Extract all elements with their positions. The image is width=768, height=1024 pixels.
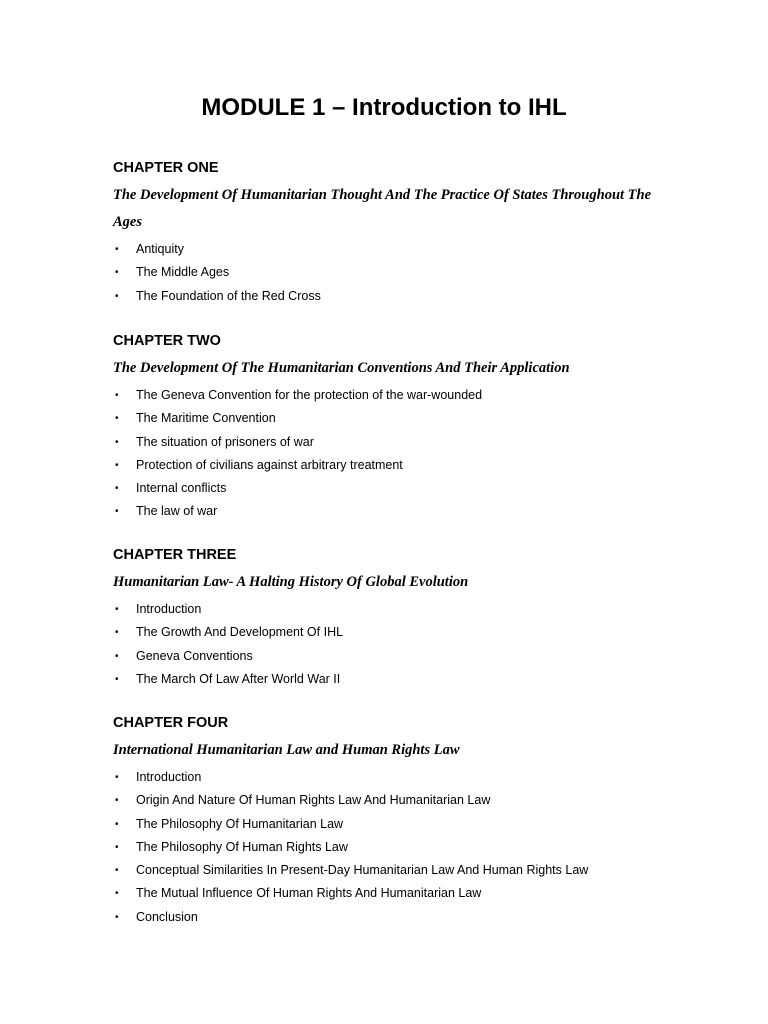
bullet-icon: •	[115, 390, 119, 401]
list-item	[113, 813, 673, 836]
list-item	[113, 477, 673, 500]
bullet-icon: •	[115, 795, 119, 807]
bullet-icon: •	[115, 436, 119, 448]
list-item-text: Geneva Conventions	[136, 648, 253, 663]
chapter-subtitle: The Development Of The Humanitarian Conventions And Their Application	[113, 360, 570, 376]
list-item	[113, 882, 673, 905]
list-item-text: The March Of Law After World War II	[136, 671, 341, 686]
list-item-text: Internal conflicts	[136, 481, 227, 496]
bullet-icon: •	[115, 290, 119, 302]
chapter-topic-list	[113, 766, 673, 929]
chapter-three-section	[113, 545, 673, 691]
list-item	[113, 766, 673, 789]
bullet-icon: •	[115, 604, 119, 615]
bullet-icon: •	[115, 483, 119, 495]
chapter-topic-list	[113, 384, 673, 524]
bullet-icon: •	[115, 911, 119, 923]
list-item	[113, 906, 673, 929]
bullet-icon: •	[115, 818, 119, 830]
list-item-text: The Maritime Convention	[136, 411, 276, 426]
chapter-subtitle: Humanitarian Law- A Halting History Of Global Evolution	[113, 574, 469, 590]
chapter-four-section	[113, 713, 673, 929]
list-item	[113, 285, 673, 308]
bullet-icon: •	[115, 772, 119, 783]
list-item	[113, 500, 673, 523]
chapter-subtitle: The Development Of Humanitarian Thought And The Practice Of States Throughout The Ages	[113, 187, 652, 230]
chapter-heading: CHAPTER ONE	[113, 160, 219, 176]
bullet-icon: •	[115, 459, 119, 471]
list-item	[113, 454, 673, 477]
list-item-text: Antiquity	[136, 242, 184, 256]
list-item-text: Conclusion	[136, 909, 198, 924]
list-item-text: The Geneva Convention for the protection of the war-wounded	[136, 388, 483, 402]
list-item-text: The Middle Ages	[136, 265, 230, 280]
list-item	[113, 859, 673, 882]
bullet-icon: •	[115, 841, 119, 853]
list-item	[113, 621, 673, 644]
bullet-icon: •	[115, 888, 119, 900]
bullet-icon: •	[115, 865, 119, 877]
bullet-icon: •	[115, 673, 119, 685]
list-item-text: Origin And Nature Of Human Rights Law And Humanitarian Law	[136, 793, 491, 808]
chapter-topic-list	[113, 238, 673, 308]
list-item	[113, 261, 673, 284]
chapter-subtitle: International Humanitarian Law and Human Rights Law	[113, 742, 460, 758]
chapter-heading: CHAPTER FOUR	[113, 715, 229, 731]
list-item	[113, 407, 673, 430]
bullet-icon: •	[115, 267, 119, 279]
bullet-icon: •	[115, 627, 119, 639]
list-item-text: Introduction	[136, 602, 202, 616]
list-item-text: Introduction	[136, 770, 202, 784]
list-item-text: Protection of civilians against arbitrary treatment	[136, 457, 403, 472]
list-item	[113, 598, 673, 621]
list-item-text: The Philosophy Of Humanitarian Law	[136, 816, 344, 831]
list-item	[113, 384, 673, 407]
bullet-icon: •	[115, 506, 119, 518]
list-item	[113, 238, 673, 261]
list-item	[113, 645, 673, 668]
list-item-text: The law of war	[136, 504, 218, 519]
list-item-text: Conceptual Similarities In Present-Day Humanitarian Law And Human Rights Law	[136, 863, 589, 878]
list-item-text: The Growth And Development Of IHL	[136, 625, 344, 640]
chapter-one-section	[113, 158, 673, 308]
list-item	[113, 836, 673, 859]
chapter-heading: CHAPTER THREE	[113, 547, 237, 563]
list-item-text: The Mutual Influence Of Human Rights And Humanitarian Law	[136, 886, 482, 901]
list-item-text: The situation of prisoners of war	[136, 434, 314, 449]
bullet-icon: •	[115, 650, 119, 662]
page-title: MODULE 1 – Introduction to IHL	[201, 94, 567, 121]
list-item	[113, 431, 673, 454]
list-item	[113, 789, 673, 812]
list-item-text: The Foundation of the Red Cross	[136, 288, 321, 303]
bullet-icon: •	[115, 244, 119, 255]
list-item-text: The Philosophy Of Human Rights Law	[136, 839, 348, 854]
list-item	[113, 668, 673, 691]
chapter-topic-list	[113, 598, 673, 691]
chapter-heading: CHAPTER TWO	[113, 333, 221, 349]
bullet-icon: •	[115, 413, 119, 425]
chapter-two-section	[113, 331, 673, 524]
